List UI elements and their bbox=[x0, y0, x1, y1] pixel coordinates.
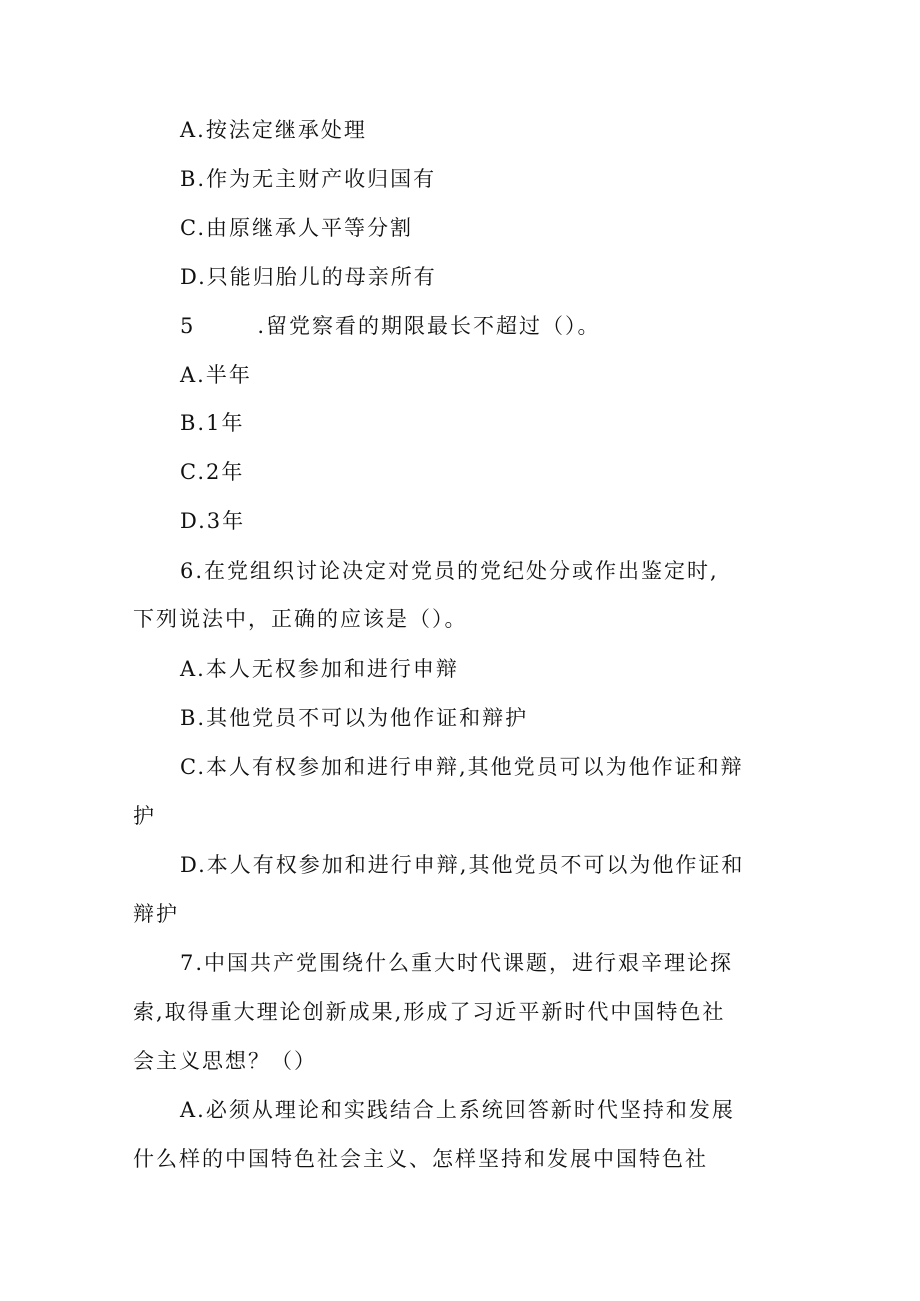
q4-option-d: D.只能归胎儿的母亲所有 bbox=[180, 265, 437, 289]
q5-stem: .留党察看的期限最长不超过（）。 bbox=[257, 314, 601, 338]
q4-option-a: A.按法定继承处理 bbox=[180, 118, 367, 142]
q7-stem-line-3: 会主义思想？（） bbox=[133, 1049, 317, 1073]
q6-stem-line-1: 6.在党组织讨论决定对党员的党纪处分或作出鉴定时, bbox=[180, 559, 719, 583]
q6-option-b: B.其他党员不可以为他作证和辩护 bbox=[180, 706, 529, 730]
q7-stem-line-2: 索,取得重大理论创新成果,形成了习近平新时代中国特色社 bbox=[133, 1000, 726, 1024]
q5-number: 5 bbox=[180, 314, 196, 338]
q6-option-c-line-2: 护 bbox=[133, 804, 156, 828]
q6-option-a: A.本人无权参加和进行申辩 bbox=[180, 657, 459, 681]
q5-option-b: B.1年 bbox=[180, 411, 245, 435]
q6-option-c-line-1: C.本人有权参加和进行申辩,其他党员可以为他作证和辩 bbox=[180, 755, 744, 779]
q5-stem-line bbox=[180, 313, 601, 339]
q6-stem-line-2: 下列说法中，正确的应该是（）。 bbox=[133, 607, 468, 631]
q4-option-b: B.作为无主财产收归国有 bbox=[180, 167, 437, 191]
q6-option-d-line-2: 辩护 bbox=[133, 902, 179, 926]
q5-option-c: C.2年 bbox=[180, 460, 245, 484]
q7-option-a-line-2: 什么样的中国特色社会主义、怎样坚持和发展中国特色社 bbox=[133, 1147, 708, 1171]
q4-option-c: C.由原继承人平等分割 bbox=[180, 216, 413, 240]
q6-option-d-line-1: D.本人有权参加和进行申辩,其他党员不可以为他作证和 bbox=[180, 853, 745, 877]
q7-option-a-line-1: A.必须从理论和实践结合上系统回答新时代坚持和发展 bbox=[180, 1098, 735, 1122]
q5-option-d: D.3年 bbox=[180, 509, 246, 533]
q7-stem-line-1: 7.中国共产党围绕什么重大时代课题，进行艰辛理论探 bbox=[180, 951, 734, 975]
q5-option-a: A.半年 bbox=[180, 363, 252, 387]
